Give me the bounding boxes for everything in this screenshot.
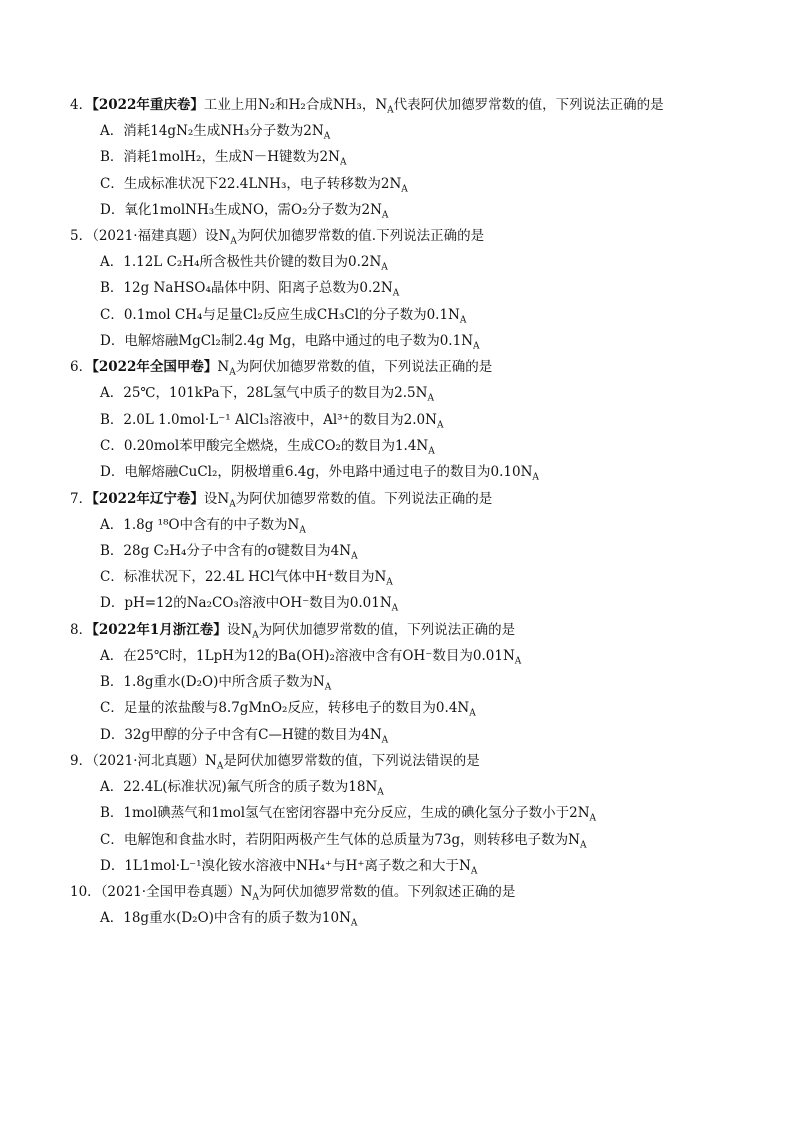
option-c: C．电解饱和食盐水时，若阴阳两极产生气体的总质量为73g，则转移电子数为$N_A$ bbox=[100, 831, 587, 851]
question-source: 【2022年1月浙江卷】 bbox=[92, 621, 227, 638]
question-source: 【2022年全国甲卷】 bbox=[92, 359, 218, 376]
question-text: $N_A$是阿伏加德罗常数的值，下列说法错误的是 bbox=[205, 752, 480, 772]
option-c: C．0.20mol苯甲酸完全燃烧，生成CO₂的数目为$1.4N_A$ bbox=[100, 437, 435, 457]
question-stem: 9．（2021·河北真题）$N_A$是阿伏加德罗常数的值，下列说法错误的是 bbox=[70, 752, 480, 772]
question-source: （2021·全国甲卷真题） bbox=[100, 884, 241, 901]
question-stem: 6．【2022年全国甲卷】$N_A$为阿伏加德罗常数的值，下列说法正确的是 bbox=[70, 359, 493, 379]
option-b: B．28g C₂H₄分子中含有的σ键数目为$4N_A$ bbox=[100, 542, 358, 562]
option-a: A．22.4L(标准状况)氟气所含的质子数为$18N_A$ bbox=[100, 778, 384, 798]
question-10 bbox=[70, 879, 750, 931]
option-b: B．1mol碘蒸气和1mol氢气在密闭容器中充分反应，生成的碘化氢分子数小于$2N_A$ bbox=[100, 805, 596, 824]
question-text: $N_A$为阿伏加德罗常数的值。下列叙述正确的是 bbox=[240, 884, 516, 903]
question-text: $N_A$为阿伏加德罗常数的值，下列说法正确的是 bbox=[217, 359, 493, 379]
option-d: D．电解熔融CuCl₂，阴极增重6.4g，外电路中通过电子的数目为$0.10N_A$ bbox=[100, 464, 539, 483]
option-d: D．电解熔融MgCl₂制2.4g Mg，电路中通过的电子数为$0.1N_A$ bbox=[100, 333, 480, 352]
option-a: A．1.8g ¹⁸O中含有的中子数为$N_A$ bbox=[100, 516, 306, 536]
option-d: D．1L1mol·L⁻¹溴化铵水溶液中NH₄⁺与H⁺离子数之和大于$N_A$ bbox=[100, 857, 478, 877]
option-b: B．12g NaHSO₄晶体中阴、阳离子总数为$0.2N_A$ bbox=[100, 280, 400, 300]
question-stem: 7．【2022年辽宁卷】设$N_A$为阿伏加德罗常数的值。下列说法正确的是 bbox=[70, 490, 493, 510]
option-a: A．18g重水(D₂O)中含有的质子数为$10N_A$ bbox=[100, 910, 358, 929]
document-page bbox=[70, 92, 750, 931]
question-text: 设$N_A$为阿伏加德罗常数的值.下列说法正确的是 bbox=[205, 228, 485, 247]
option-d: D．氧化1molNH₃生成NO，需O₂分子数为$2N_A$ bbox=[100, 201, 389, 221]
option-c: C．0.1mol CH₄与足量Cl₂反应生成CH₃Cl的分子数为$0.1N_A$ bbox=[100, 306, 467, 326]
question-stem: 4．【2022年重庆卷】工业上用N₂和H₂合成NH₃，$N_A$代表阿伏加德罗常数的值，下列说法正确的是 bbox=[70, 97, 664, 116]
option-c: C．标准状况下，22.4L HCl气体中H⁺数目为$N_A$ bbox=[100, 569, 393, 588]
question-source: 【2022年辽宁卷】 bbox=[92, 490, 204, 507]
option-d: D．pH=12的Na₂CO₃溶液中OH⁻数目为$0.01N_A$ bbox=[100, 595, 399, 615]
question-9 bbox=[70, 748, 750, 879]
question-5 bbox=[70, 223, 750, 354]
option-c: C．生成标准状况下22.4LNH₃，电子转移数为$2N_A$ bbox=[100, 175, 408, 195]
question-6 bbox=[70, 354, 750, 485]
question-text: 工业上用N₂和H₂合成NH₃，$N_A$代表阿伏加德罗常数的值，下列说法正确的是 bbox=[203, 97, 664, 116]
question-stem: 5．（2021·福建真题）设$N_A$为阿伏加德罗常数的值.下列说法正确的是 bbox=[70, 228, 485, 247]
question-8 bbox=[70, 617, 750, 748]
option-c: C．足量的浓盐酸与8.7gMnO₂反应，转移电子的数目为$0.4N_A$ bbox=[100, 700, 476, 720]
question-text: 设$N_A$为阿伏加德罗常数的值，下列说法正确的是 bbox=[226, 621, 516, 641]
option-a: A．消耗14gN₂生成NH₃分子数为$2N_A$ bbox=[100, 123, 331, 142]
option-a: A．25℃，101kPa下，28L氢气中质子的数目为$2.5N_A$ bbox=[100, 385, 434, 405]
option-b: B．1.8g重水(D₂O)中所含质子数为$N_A$ bbox=[100, 674, 332, 693]
question-stem: 10．（2021·全国甲卷真题）$N_A$为阿伏加德罗常数的值。下列叙述正确的是 bbox=[70, 884, 516, 903]
question-4 bbox=[70, 92, 750, 223]
question-text: 设$N_A$为阿伏加德罗常数的值。下列说法正确的是 bbox=[203, 490, 493, 510]
question-source: （2021·河北真题） bbox=[92, 752, 205, 769]
option-a: A．在25℃时，1LpH为12的Ba(OH)₂溶液中含有OH⁻数目为$0.01N_A$ bbox=[100, 647, 522, 667]
option-a: A．1.12L C₂H₄所含极性共价键的数目为$0.2N_A$ bbox=[100, 254, 388, 273]
question-7 bbox=[70, 486, 750, 617]
question-source: （2021·福建真题） bbox=[92, 228, 205, 245]
question-stem: 8．【2022年1月浙江卷】设$N_A$为阿伏加德罗常数的值，下列说法正确的是 bbox=[70, 621, 516, 641]
option-d: D．32g甲醇的分子中含有C—H键的数目为$4N_A$ bbox=[100, 726, 389, 746]
option-b: B．消耗1molH₂，生成N－H键数为$2N_A$ bbox=[100, 149, 347, 168]
option-b: B．2.0L 1.0mol·L⁻¹ AlCl₃溶液中，Al³⁺的数目为$2.0N_A$ bbox=[100, 411, 444, 431]
question-source: 【2022年重庆卷】 bbox=[92, 97, 204, 113]
